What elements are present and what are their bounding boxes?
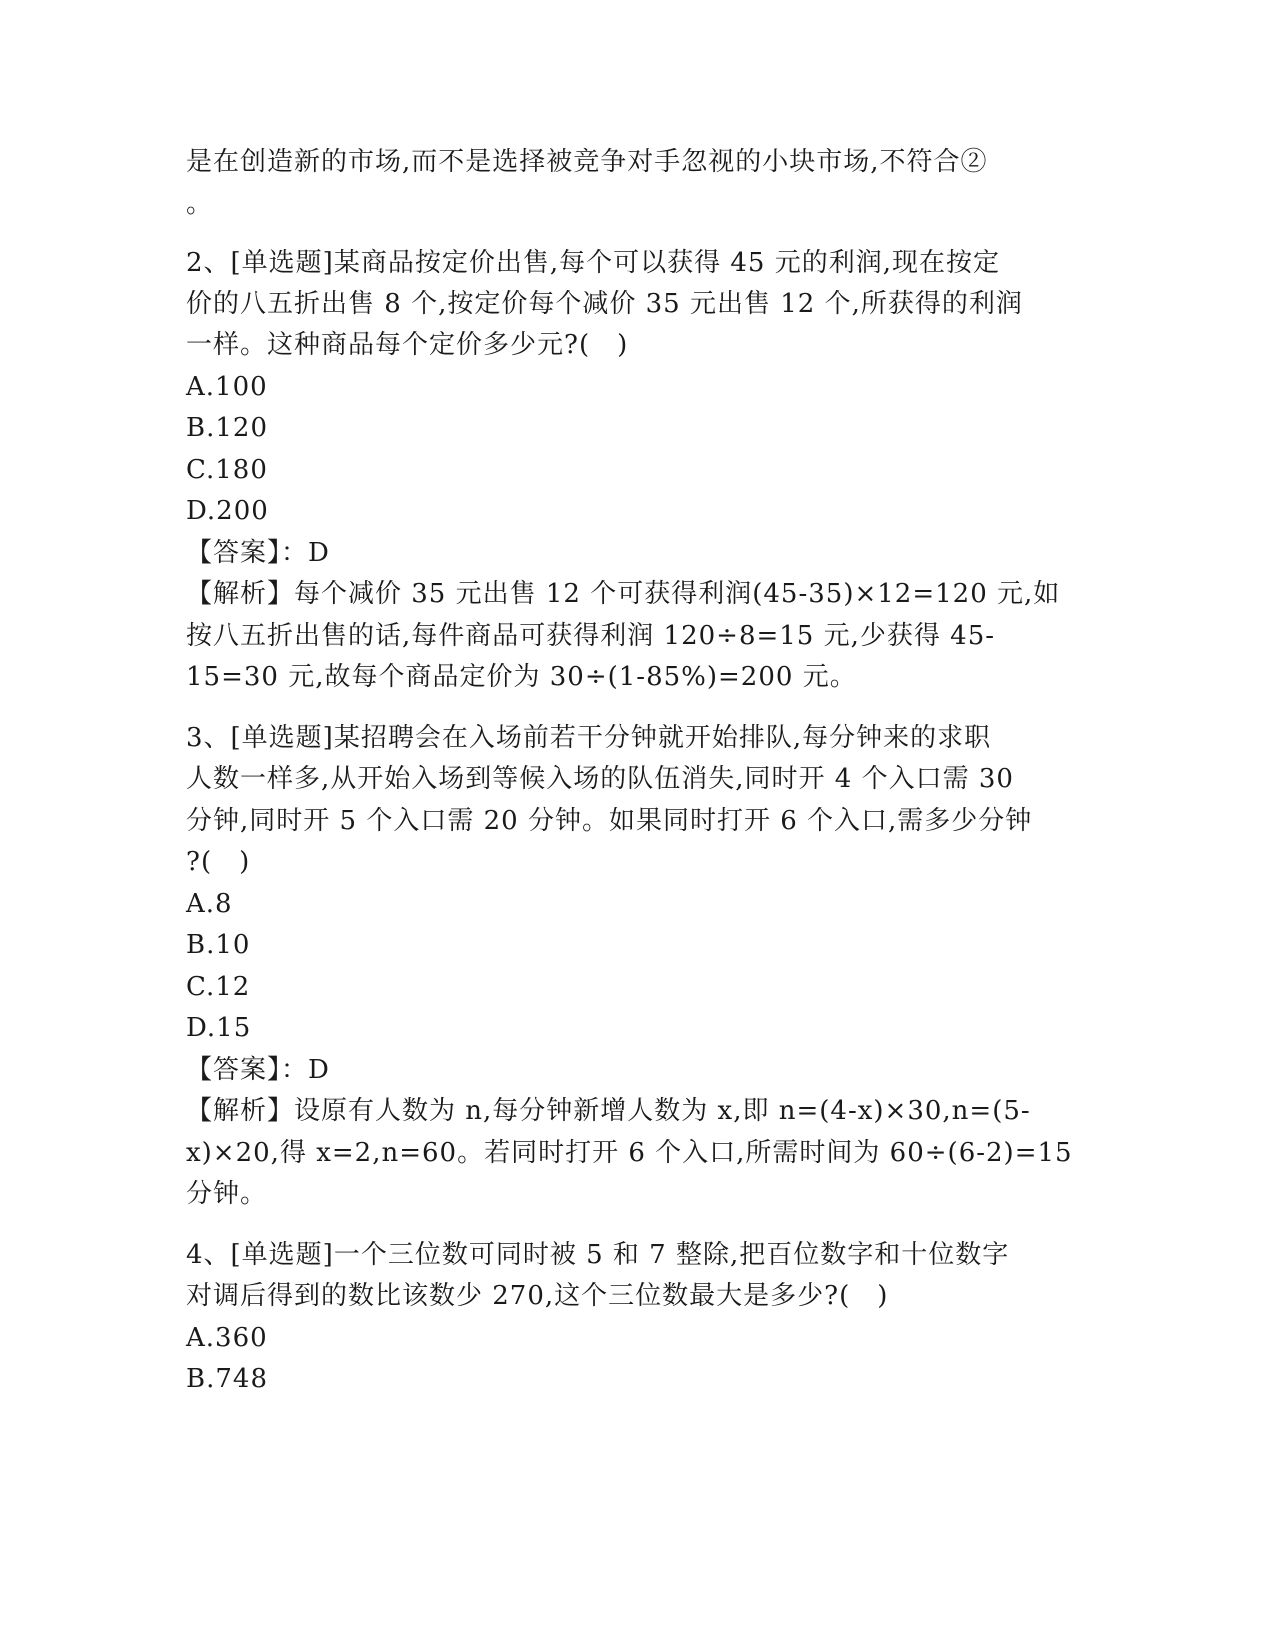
question-3-stem: 人数一样多,从开始入场到等候入场的队伍消失,同时开 4 个入口需 30	[186, 764, 1014, 794]
question-3-answer: 【答案】：D	[186, 1055, 330, 1085]
question-2-option-d: D.200	[186, 496, 269, 526]
question-4-option-b: B.748	[186, 1364, 268, 1394]
question-3-stem: ?( )	[186, 847, 251, 877]
question-2-stem: 一样。这种商品每个定价多少元?( )	[186, 330, 629, 360]
continuation-line: 。	[186, 189, 214, 219]
question-3-analysis: x)×20,得 x=2,n=60。若同时打开 6 个入口,所需时间为 60÷(6-2)=15	[186, 1138, 1073, 1168]
question-2-option-b: B.120	[186, 413, 268, 443]
question-2-answer: 【答案】：D	[186, 538, 330, 568]
question-2-option-c: C.180	[186, 455, 268, 485]
question-2-analysis: 按八五折出售的话,每件商品可获得利润 120÷8=15 元,少获得 45-	[186, 621, 996, 651]
question-2-stem: 价的八五折出售 8 个,按定价每个减价 35 元出售 12 个,所获得的利润	[186, 289, 1023, 319]
question-2-analysis: 【解析】每个减价 35 元出售 12 个可获得利润(45-35)×12=120 元,如	[186, 579, 1061, 609]
continuation-line: 是在创造新的市场,而不是选择被竞争对手忽视的小块市场,不符合②	[186, 147, 988, 177]
question-4-option-a: A.360	[186, 1323, 268, 1353]
question-3-analysis: 分钟。	[186, 1179, 268, 1209]
question-3-option-b: B.10	[186, 930, 251, 960]
question-3-option-a: A.8	[186, 889, 233, 919]
question-4-stem: 4、[单选题]一个三位数可同时被 5 和 7 整除,把百位数字和十位数字	[186, 1240, 1010, 1270]
question-3-stem: 3、[单选题]某招聘会在入场前若干分钟就开始排队,每分钟来的求职	[186, 723, 992, 753]
question-3-option-d: D.15	[186, 1013, 252, 1043]
question-2-analysis: 15=30 元,故每个商品定价为 30÷(1-85%)=200 元。	[186, 662, 857, 692]
question-2-option-a: A.100	[186, 372, 268, 402]
question-3-option-c: C.12	[186, 972, 251, 1002]
question-2-stem: 2、[单选题]某商品按定价出售,每个可以获得 45 元的利润,现在按定	[186, 248, 1000, 278]
question-4-stem: 对调后得到的数比该数少 270,这个三位数最大是多少?( )	[186, 1281, 889, 1311]
question-3-analysis: 【解析】设原有人数为 n,每分钟新增人数为 x,即 n=(4-x)×30,n=(5-	[186, 1096, 1031, 1126]
question-3-stem: 分钟,同时开 5 个入口需 20 分钟。如果同时打开 6 个入口,需多少分钟	[186, 806, 1033, 836]
